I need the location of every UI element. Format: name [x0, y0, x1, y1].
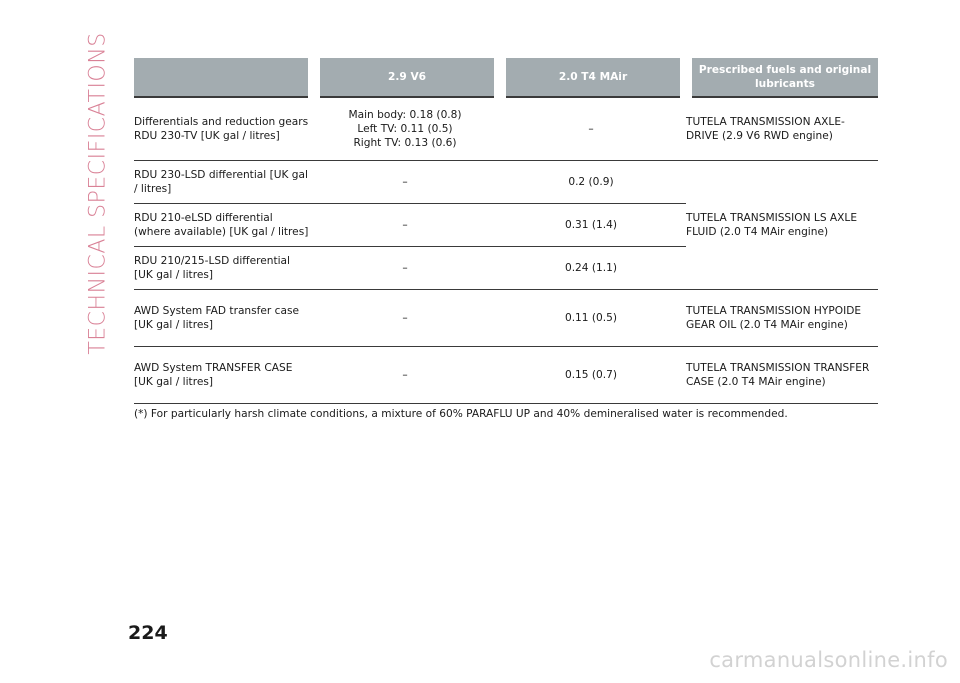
- item-cell: RDU 210-eLSD differential (where available) [UK gal / litres]: [134, 204, 314, 247]
- v6-cell: –: [314, 204, 500, 247]
- specifications-table: [134, 58, 878, 404]
- header-t4: 2.0 T4 MAir: [500, 58, 686, 97]
- item-cell: Differentials and reduction gears RDU 230-TV [UK gal / litres]: [134, 97, 314, 161]
- fuel-cell: TUTELA TRANSMISSION TRANSFER CASE (2.0 T4 MAir engine): [686, 347, 878, 404]
- table-row: [134, 347, 878, 404]
- item-cell: RDU 230-LSD differential [UK gal / litres]: [134, 161, 314, 204]
- item-cell: RDU 210/215-LSD differential [UK gal / litres]: [134, 247, 314, 290]
- t4-cell: 0.31 (1.4): [500, 204, 686, 247]
- header-empty: [134, 58, 314, 97]
- page-number: 224: [128, 622, 168, 644]
- v6-cell: –: [314, 161, 500, 204]
- fuel-cell: TUTELA TRANSMISSION HYPOIDE GEAR OIL (2.0 T4 MAir engine): [686, 290, 878, 347]
- t4-cell: 0.11 (0.5): [500, 290, 686, 347]
- table-row: [134, 290, 878, 347]
- t4-cell: 0.15 (0.7): [500, 347, 686, 404]
- v6-cell: –: [314, 290, 500, 347]
- table-row: [134, 97, 878, 161]
- footnote: (*) For particularly harsh climate conditions, a mixture of 60% PARAFLU UP and 40% demineralised water is recommended.: [134, 408, 788, 420]
- fuel-cell: TUTELA TRANSMISSION AXLE-DRIVE (2.9 V6 RWD engine): [686, 97, 878, 161]
- section-title-vertical: [78, 31, 118, 355]
- section-title: TECHNICAL SPECIFICATIONS: [85, 31, 111, 355]
- v6-cell: Main body: 0.18 (0.8) Left TV: 0.11 (0.5) Right TV: 0.13 (0.6): [314, 97, 500, 161]
- v6-cell: –: [314, 347, 500, 404]
- header-fuels: Prescribed fuels and original lubricants: [686, 58, 878, 97]
- watermark: carmanualsonline.info: [709, 648, 948, 672]
- item-cell: AWD System TRANSFER CASE [UK gal / litres]: [134, 347, 314, 404]
- header-v6: 2.9 V6: [314, 58, 500, 97]
- table-header-row: [134, 58, 878, 97]
- t4-cell: 0.24 (1.1): [500, 247, 686, 290]
- fuel-cell: TUTELA TRANSMISSION LS AXLE FLUID (2.0 T4 MAir engine): [686, 161, 878, 290]
- t4-cell: 0.2 (0.9): [500, 161, 686, 204]
- table-row: [134, 161, 878, 204]
- v6-cell: –: [314, 247, 500, 290]
- t4-cell: –: [500, 97, 686, 161]
- item-cell: AWD System FAD transfer case [UK gal / litres]: [134, 290, 314, 347]
